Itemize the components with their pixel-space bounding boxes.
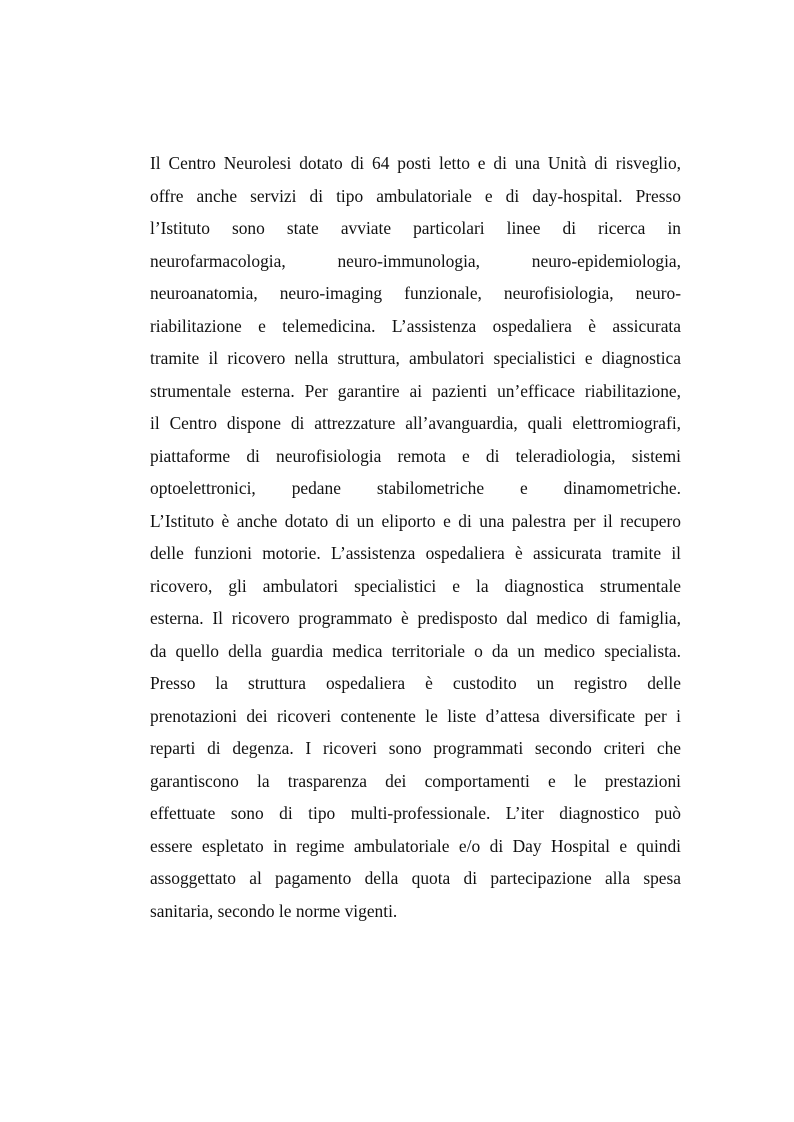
paragraph-line-15: esterna. Il ricovero programmato è predisposto dal medico di famiglia, <box>150 608 681 628</box>
body-paragraph <box>150 147 681 927</box>
paragraph-line-11: optoelettronici, pedane stabilometriche e dinamometriche. <box>150 478 681 498</box>
paragraph-line-23: assoggettato al pagamento della quota di partecipazione alla spesa <box>150 868 681 888</box>
paragraph-line-3: l’Istituto sono state avviate particolari linee di ricerca in <box>150 218 681 238</box>
paragraph-line-10: piattaforme di neurofisiologia remota e di teleradiologia, sistemi <box>150 445 681 466</box>
paragraph-line-2: offre anche servizi di tipo ambulatoriale e di day-hospital. Presso <box>150 185 681 206</box>
paragraph-line-6: riabilitazione e telemedicina. L’assistenza ospedaliera è assicurata <box>150 315 681 336</box>
paragraph-line-16: da quello della guardia medica territoriale o da un medico specialista. <box>150 640 681 661</box>
paragraph-line-22: essere espletato in regime ambulatoriale e/o di Day Hospital e quindi <box>150 835 681 856</box>
paragraph-line-1: Il Centro Neurolesi dotato di 64 posti letto e di una Unità di risveglio, <box>150 153 681 173</box>
paragraph-line-12: L’Istituto è anche dotato di un eliporto e di una palestra per il recupero <box>150 510 681 531</box>
paragraph-line-20: garantiscono la trasparenza dei comportamenti e le prestazioni <box>150 770 681 791</box>
paragraph-line-9: il Centro dispone di attrezzature all’avanguardia, quali elettromiografi, <box>150 413 681 433</box>
paragraph-line-17: Presso la struttura ospedaliera è custodito un registro delle <box>150 673 681 693</box>
paragraph-line-14: ricovero, gli ambulatori specialistici e la diagnostica strumentale <box>150 575 681 596</box>
paragraph-line-13: delle funzioni motorie. L’assistenza ospedaliera è assicurata tramite il <box>150 543 681 563</box>
paragraph-line-18: prenotazioni dei ricoveri contenente le liste d’attesa diversificate per i <box>150 705 681 726</box>
paragraph-line-21: effettuate sono di tipo multi-professionale. L’iter diagnostico può <box>150 803 681 823</box>
paragraph-line-19: reparti di degenza. I ricoveri sono programmati secondo criteri che <box>150 738 681 758</box>
paragraph-line-24: sanitaria, secondo le norme vigenti. <box>150 900 398 921</box>
paragraph-line-7: tramite il ricovero nella struttura, ambulatori specialistici e diagnostica <box>150 348 681 368</box>
paragraph-line-5: neuroanatomia, neuro-imaging funzionale, neurofisiologia, neuro- <box>150 283 681 303</box>
paragraph-line-8: strumentale esterna. Per garantire ai pazienti un’efficace riabilitazione, <box>150 380 681 401</box>
paragraph-line-4: neurofarmacologia, neuro-immunologia, neuro-epidemiologia, <box>150 250 681 271</box>
